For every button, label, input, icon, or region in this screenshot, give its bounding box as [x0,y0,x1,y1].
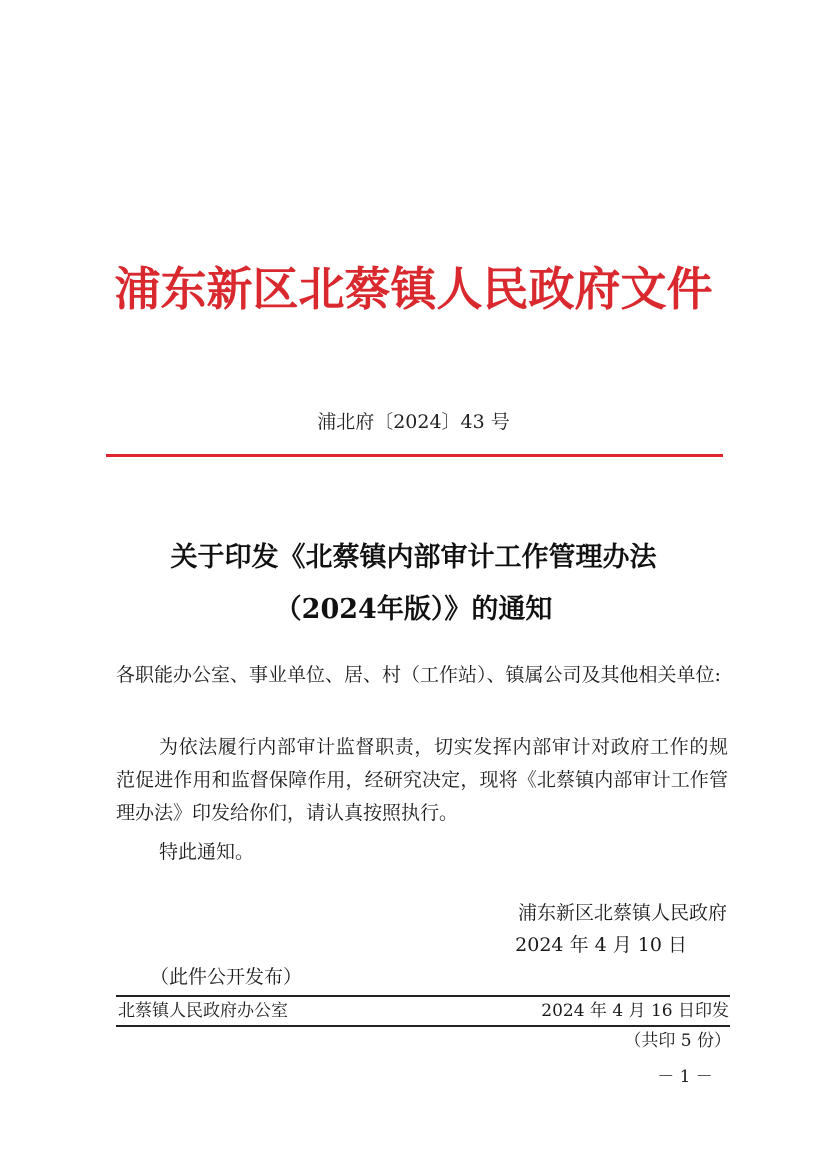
page-number: － 1 － [657,1067,713,1087]
notice-title-line-2: （2024年版）》的通知 [274,594,553,625]
issue-date: 2024 年 4 月 10 日 [515,934,687,956]
print-date: 2024 年 4 月 16 日印发 [541,1001,729,1021]
red-separator-line [106,454,723,457]
closing-remark: 特此通知。 [159,841,255,863]
document-number: 浦北府〔2024〕43 号 [317,411,510,433]
notice-title-line-1: 关于印发《北蔡镇内部审计工作管理办法 [170,542,657,573]
salutation: 各职能办公室、事业单位、居、村（工作站）、镇属公司及其他相关单位: [116,664,721,686]
printing-office: 北蔡镇人民政府办公室 [118,1001,288,1021]
publish-note: （此件公开发布） [150,966,303,988]
issuing-authority: 浦东新区北蔡镇人民政府 [517,902,727,924]
masthead-title: 浦东新区北蔡镇人民政府文件 [114,262,713,316]
copies-count: （共印 5 份） [624,1031,731,1051]
body-paragraph: 为依法履行内部审计监督职责，切实发挥内部审计对政府工作的规范促进作用和监督保障作用，经研究决定，现将《北蔡镇内部审计工作管理办法》印发给你们，请认真按照执行。 [116,736,728,824]
